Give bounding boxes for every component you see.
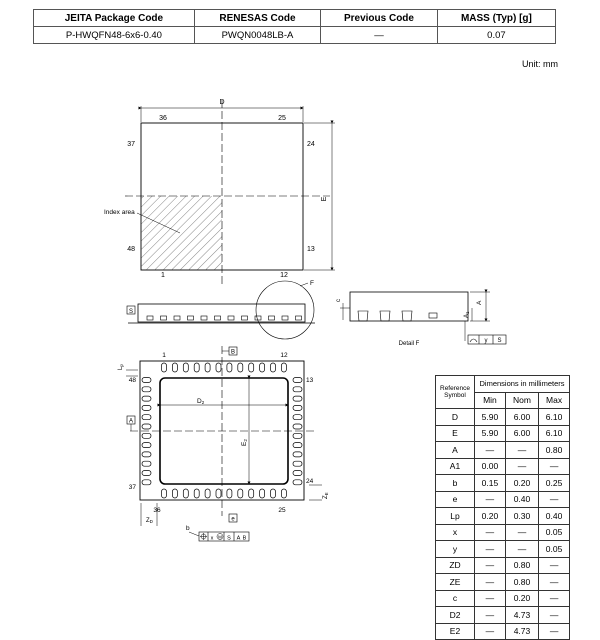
dimension-row [436, 557, 570, 574]
side-pad [215, 316, 221, 320]
detail-pad [402, 311, 412, 321]
dimension-cell-symbol: D [436, 409, 475, 426]
dimension-cell-nom: — [505, 442, 538, 459]
label-zd: ZD [146, 518, 153, 524]
side-pad [269, 316, 275, 320]
bottom-pad [142, 424, 151, 429]
bottom-pad [293, 405, 302, 410]
dimension-cell-nom: 4.73 [505, 623, 538, 640]
pin-label-48: 48 [127, 246, 135, 253]
dimension-cell-symbol: y [436, 541, 475, 558]
side-pad [282, 316, 288, 320]
unit-label: Unit: mm [522, 59, 558, 69]
dimension-cell-nom: 0.20 [505, 475, 538, 492]
dimension-row [436, 524, 570, 541]
bottom-pad [142, 480, 151, 485]
dimension-cell-min: 5.90 [475, 409, 506, 426]
dimension-cell-symbol: ZD [436, 557, 475, 574]
top-view [104, 99, 335, 285]
bottom-pin-label-13: 13 [306, 377, 314, 384]
dimension-cell-max: 0.25 [539, 475, 570, 492]
bottom-pad [293, 396, 302, 401]
label-d2: D2 [197, 398, 205, 405]
side-pad [161, 316, 167, 320]
dimension-cell-max: — [539, 458, 570, 475]
dimension-cell-max: — [539, 590, 570, 607]
dimension-row [436, 607, 570, 624]
position-a: A [236, 535, 241, 542]
dimension-cell-symbol: b [436, 475, 475, 492]
side-view-pads [147, 316, 302, 320]
bottom-pad [249, 489, 254, 498]
dimension-cell-min: — [475, 590, 506, 607]
position-symbol-icon [200, 533, 207, 540]
position-s: S [227, 535, 231, 542]
dimension-cell-min: — [475, 541, 506, 558]
dimension-cell-symbol: x [436, 524, 475, 541]
detail-f-marker: F [310, 280, 314, 287]
dimension-row [436, 508, 570, 525]
position-x: x [210, 535, 214, 542]
label-e-pitch: e [231, 516, 235, 523]
flatness-value: y [484, 338, 488, 344]
side-pad [174, 316, 180, 320]
bottom-pin-label-24: 24 [306, 478, 314, 485]
bottom-pad [162, 489, 167, 498]
bottom-view [118, 346, 329, 542]
dimension-cell-max: — [539, 491, 570, 508]
dimension-cell-nom: — [505, 458, 538, 475]
max-header: Max [539, 392, 570, 409]
dimension-cell-max: 6.10 [539, 409, 570, 426]
dimension-cell-max: 0.40 [539, 508, 570, 525]
bottom-pin-label-1: 1 [162, 352, 166, 359]
dimension-row [436, 491, 570, 508]
dimension-cell-nom: 4.73 [505, 607, 538, 624]
bottom-pad [142, 378, 151, 383]
dimension-cell-max: 0.05 [539, 524, 570, 541]
position-b: B [242, 535, 247, 542]
value-cell: 0.07 [437, 27, 555, 44]
dimension-cell-symbol: e [436, 491, 475, 508]
dimension-cell-nom: 6.00 [505, 425, 538, 442]
side-pad [188, 316, 194, 320]
dimension-cell-symbol: A1 [436, 458, 475, 475]
reference-symbol-header: Reference Symbol [436, 376, 475, 409]
dimension-row [436, 623, 570, 640]
bottom-pad [216, 363, 221, 372]
bottom-pad [293, 424, 302, 429]
dimension-cell-symbol: E [436, 425, 475, 442]
side-view [127, 280, 315, 339]
side-pad [228, 316, 234, 320]
bottom-pad [162, 363, 167, 372]
bottom-pad [183, 489, 188, 498]
dimension-cell-max: 0.05 [539, 541, 570, 558]
datum-s-label: S [128, 309, 134, 315]
bottom-pad [142, 415, 151, 420]
dimension-cell-max: 0.80 [539, 442, 570, 459]
dimension-cell-max: — [539, 574, 570, 591]
dimension-table [435, 375, 570, 640]
dimension-row [436, 574, 570, 591]
bottom-pad [142, 461, 151, 466]
bottom-pad [142, 452, 151, 457]
dimension-cell-max: — [539, 557, 570, 574]
value-cell: P-HWQFN48-6x6-0.40 [34, 27, 195, 44]
bottom-pad [142, 387, 151, 392]
dimension-cell-max: — [539, 607, 570, 624]
bottom-pad [183, 363, 188, 372]
bottom-pad [205, 489, 210, 498]
bottom-pad [205, 363, 210, 372]
dimension-cell-min: — [475, 442, 506, 459]
dimension-cell-max: 6.10 [539, 425, 570, 442]
bottom-pads-bottom-row [162, 489, 287, 498]
bottom-pad [281, 363, 286, 372]
dimension-cell-min: — [475, 524, 506, 541]
bottom-pad [293, 378, 302, 383]
side-pad [296, 316, 302, 320]
bottom-pad [293, 387, 302, 392]
bottom-pad [142, 433, 151, 438]
bottom-pad [194, 489, 199, 498]
dimension-cell-min: — [475, 557, 506, 574]
bottom-pad [293, 415, 302, 420]
bottom-pad [293, 452, 302, 457]
dimension-cell-nom: 0.40 [505, 491, 538, 508]
label-b: b [186, 525, 190, 532]
label-lp: Lp [118, 364, 124, 370]
pin-label-13: 13 [307, 246, 315, 253]
dimension-cell-symbol: Lp [436, 508, 475, 525]
detail-pad [380, 311, 390, 321]
dimension-cell-min: 5.90 [475, 425, 506, 442]
dimension-cell-min: — [475, 623, 506, 640]
bottom-pin-label-12: 12 [280, 352, 288, 359]
min-header: Min [475, 392, 506, 409]
dimension-cell-nom: 0.80 [505, 574, 538, 591]
detail-label-a: A [476, 300, 483, 305]
bottom-pad [271, 363, 276, 372]
pin-label-12: 12 [280, 272, 288, 279]
dimension-cell-nom: 0.30 [505, 508, 538, 525]
bottom-pad [260, 489, 265, 498]
bottom-pad [293, 471, 302, 476]
bottom-pad [142, 405, 151, 410]
header-cell: Previous Code [321, 10, 438, 27]
pin-label-36: 36 [159, 115, 167, 122]
datum-b-label: B [230, 349, 236, 356]
bottom-pad [227, 489, 232, 498]
bottom-pad [238, 363, 243, 372]
bottom-pad [142, 443, 151, 448]
label-e2: E2 [241, 439, 248, 446]
header-cell: RENESAS Code [194, 10, 320, 27]
dimension-table-body [436, 409, 570, 640]
dimension-cell-symbol: D2 [436, 607, 475, 624]
bottom-pad [249, 363, 254, 372]
dimension-row [436, 458, 570, 475]
dimension-table-header-row [436, 376, 570, 393]
dimension-cell-nom: 0.20 [505, 590, 538, 607]
dimension-cell-nom: — [505, 541, 538, 558]
bottom-pin-label-36: 36 [153, 507, 161, 514]
index-area-label: Index area [104, 209, 135, 216]
dimension-e-label: E [321, 196, 328, 202]
bottom-pad [238, 489, 243, 498]
dimension-cell-min: 0.15 [475, 475, 506, 492]
bottom-pad [216, 489, 221, 498]
bottom-pad [271, 489, 276, 498]
pin-label-1: 1 [161, 272, 165, 279]
bottom-pad [293, 461, 302, 466]
detail-f-view [336, 292, 506, 347]
side-view-body [138, 304, 305, 322]
pin-label-37: 37 [127, 141, 135, 148]
bottom-pad [194, 363, 199, 372]
dimension-cell-max: — [539, 623, 570, 640]
detail-f-pads [358, 311, 437, 321]
bottom-pin-label-25: 25 [278, 507, 286, 514]
side-pad [255, 316, 261, 320]
dimension-row [436, 425, 570, 442]
dimension-cell-symbol: E2 [436, 623, 475, 640]
nom-header: Nom [505, 392, 538, 409]
dimension-row [436, 590, 570, 607]
dimension-row [436, 475, 570, 492]
dimension-cell-min: — [475, 574, 506, 591]
index-area-hatch [141, 196, 222, 270]
dimension-cell-symbol: c [436, 590, 475, 607]
dimension-cell-nom: — [505, 524, 538, 541]
bottom-pad [172, 489, 177, 498]
pin-label-25: 25 [278, 115, 286, 122]
dimension-cell-min: 0.00 [475, 458, 506, 475]
label-ze: ZE [323, 492, 329, 499]
bottom-pin-label-37: 37 [128, 484, 136, 491]
header-cell: JEITA Package Code [34, 10, 195, 27]
bottom-pad [142, 396, 151, 401]
detail-f-title: Detail F [398, 341, 420, 347]
flatness-datum: S [497, 338, 502, 344]
side-pad [242, 316, 248, 320]
bottom-pad [260, 363, 265, 372]
detail-pad [429, 313, 437, 318]
dimension-row [436, 541, 570, 558]
dimension-cell-min: — [475, 607, 506, 624]
bottom-pad [227, 363, 232, 372]
bottom-pads-top-row [162, 363, 287, 372]
flatness-symbol-icon [470, 339, 477, 342]
dimension-cell-min: 0.20 [475, 508, 506, 525]
pin-label-24: 24 [307, 141, 315, 148]
dimension-row [436, 409, 570, 426]
dimension-cell-symbol: ZE [436, 574, 475, 591]
detail-label-c: c [336, 299, 342, 302]
dimension-cell-min: — [475, 491, 506, 508]
value-cell: — [321, 27, 438, 44]
dimension-cell-nom: 0.80 [505, 557, 538, 574]
bottom-pin-label-48: 48 [128, 377, 136, 384]
dimension-row [436, 442, 570, 459]
datum-a-label: A [128, 418, 134, 425]
bottom-pad [293, 443, 302, 448]
detail-label-a1: A1 [464, 311, 470, 318]
dimensions-group-header: Dimensions in millimeters [475, 376, 570, 393]
side-pad [201, 316, 207, 320]
bottom-pad [293, 480, 302, 485]
dimension-cell-symbol: A [436, 442, 475, 459]
dimension-d-label: D [219, 99, 225, 106]
value-cell: PWQN0048LB-A [194, 27, 320, 44]
bottom-pad [172, 363, 177, 372]
dimension-cell-nom: 6.00 [505, 409, 538, 426]
position-m: M [218, 534, 222, 540]
header-cell: MASS (Typ) [g] [437, 10, 555, 27]
side-pad [147, 316, 153, 320]
bottom-pad [293, 433, 302, 438]
detail-pad [358, 311, 368, 321]
bottom-pad [281, 489, 286, 498]
bottom-pad [142, 471, 151, 476]
